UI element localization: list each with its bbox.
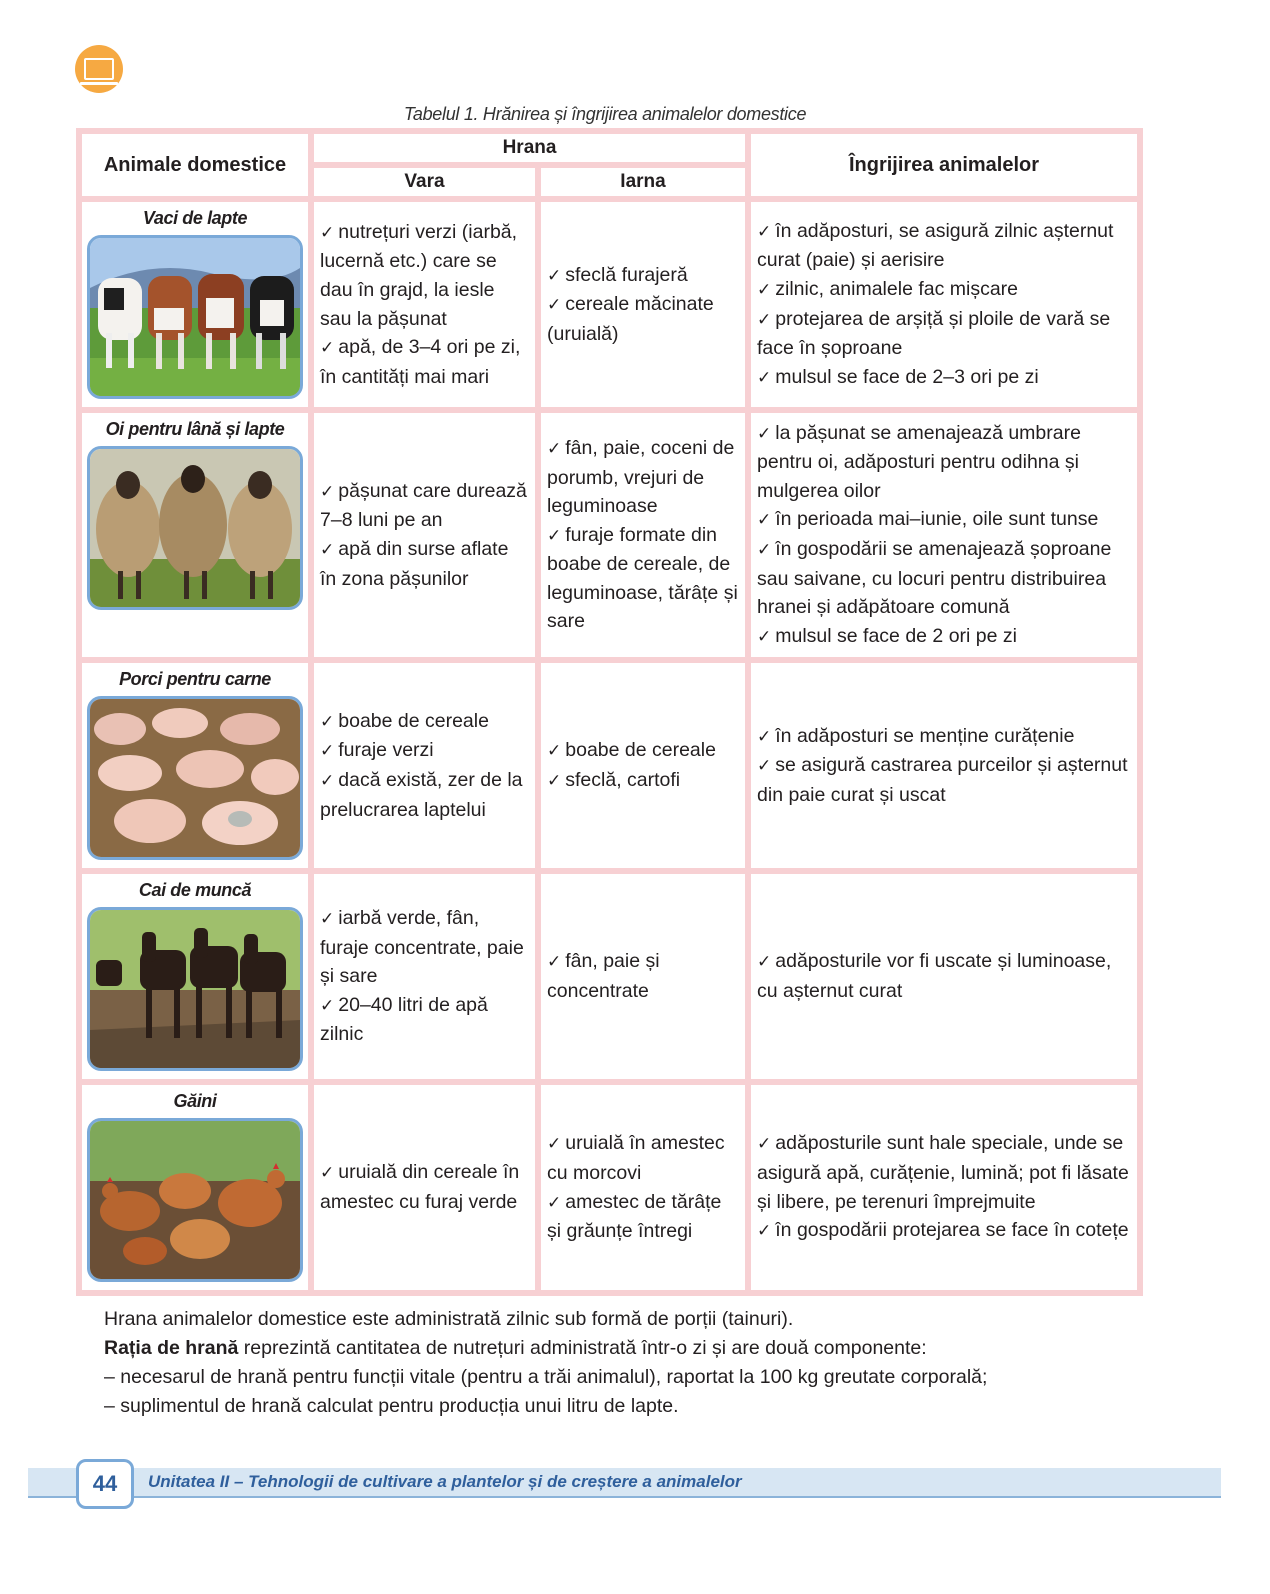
list-item: ✓ apă din surse aflate în zona pășunilor xyxy=(320,538,509,590)
check-icon: ✓ xyxy=(757,1221,772,1242)
check-icon: ✓ xyxy=(757,540,772,560)
winter-cell xyxy=(541,413,745,657)
care-cell xyxy=(751,202,1137,407)
animal-name: Cai de muncă xyxy=(138,880,252,900)
check-icon: ✓ xyxy=(757,309,772,330)
check-icon: ✓ xyxy=(547,770,562,791)
check-icon: ✓ xyxy=(547,525,562,546)
ration-term: Rația de hrană xyxy=(104,1337,239,1359)
list-item: ✓ fân, paie, coceni de porumb, vrejuri de leguminoase xyxy=(547,436,735,518)
list-item: ✓ amestec de tărâțe și grăunțe întregi xyxy=(547,1190,722,1243)
check-icon: ✓ xyxy=(757,726,772,747)
care-cell xyxy=(751,1085,1137,1290)
list-item: ✓ uruială din cereale în amestec cu furaj verde xyxy=(320,1161,520,1213)
summer-cell xyxy=(314,874,535,1079)
check-icon: ✓ xyxy=(757,510,772,531)
list-item: ✓ la pășunat se amenajează umbrare pentru oi, adăposturi pentru odihna și mulgerea oilor xyxy=(757,421,1081,502)
winter-cell xyxy=(541,874,745,1079)
list-item: ✓ 20–40 litri de apă zilnic xyxy=(320,993,488,1046)
body-line: – necesarul de hrană pentru funcții vitale (pentru a trăi animalul), raportat la 100 kg greutate corporală; xyxy=(104,1366,988,1388)
list-item: ✓ sfeclă, cartofi xyxy=(547,768,681,791)
sheep-photo xyxy=(87,446,303,610)
list-item: ✓ pășunat care durează 7–8 luni pe an xyxy=(320,479,527,532)
list-item: ✓ sfeclă furajeră xyxy=(547,263,688,286)
check-icon: ✓ xyxy=(320,741,335,762)
care-cell xyxy=(751,413,1137,657)
list-item: ✓ în adăposturi se menține curățenie xyxy=(757,724,1075,747)
summer-cell xyxy=(314,1085,535,1290)
header-care: Îngrijirea animalelor xyxy=(751,134,1137,196)
winter-cell xyxy=(541,1085,745,1290)
check-icon: ✓ xyxy=(547,1134,562,1155)
winter-cell xyxy=(541,202,745,407)
pigs-photo xyxy=(87,696,303,860)
table-row-pigs xyxy=(82,663,1137,868)
check-icon: ✓ xyxy=(757,952,772,973)
cows-photo xyxy=(87,235,303,399)
footer-unit-title: Unitatea II – Tehnologii de cultivare a plantelor și de creștere a animalelor xyxy=(148,1472,742,1491)
check-icon: ✓ xyxy=(547,1192,562,1213)
list-item: ✓ furaje verzi xyxy=(320,739,434,762)
body-line: – suplimentul de hrană calculat pentru producția unui litru de lapte. xyxy=(104,1395,679,1417)
list-item: ✓ în perioada mai–iunie, oile sunt tunse xyxy=(757,508,1099,531)
animal-name: Oi pentru lână și lapte xyxy=(105,419,285,439)
check-icon: ✓ xyxy=(757,221,772,242)
check-icon: ✓ xyxy=(547,952,562,973)
body-line: Hrana animalelor domestice este administrată zilnic sub formă de porții (tainuri). xyxy=(104,1308,794,1330)
list-item: ✓ adăposturile sunt hale speciale, unde se asigură apă, curățenie, lumină; pot fi lăsate și libere, pe terenuri împrejmuite xyxy=(757,1132,1129,1213)
horses-photo xyxy=(87,907,303,1071)
list-item: ✓ apă, de 3–4 ori pe zi, în cantități mai mari xyxy=(320,336,521,388)
body-paragraph xyxy=(104,1305,1184,1421)
list-item: ✓ se asigură castrarea purceilor și așternut din paie curat și uscat xyxy=(757,754,1128,806)
computer-icon xyxy=(75,45,123,93)
header-summer: Vara xyxy=(314,168,535,196)
check-icon: ✓ xyxy=(320,222,335,243)
summer-cell xyxy=(314,202,535,407)
check-icon: ✓ xyxy=(320,771,335,791)
body-line: Rația de hrană reprezintă cantitatea de nutrețuri administrată într-o zi și are două componente: xyxy=(104,1337,927,1359)
list-item: ✓ zilnic, animalele fac mișcare xyxy=(757,277,1019,300)
list-item: ✓ boabe de cereale xyxy=(547,738,716,761)
check-icon: ✓ xyxy=(547,438,562,459)
list-item: ✓ mulsul se face de 2–3 ori pe zi xyxy=(757,365,1039,388)
check-icon: ✓ xyxy=(757,279,772,300)
header-winter: Iarna xyxy=(541,168,745,196)
check-icon: ✓ xyxy=(320,909,335,930)
care-cell xyxy=(751,874,1137,1079)
header-animals: Animale domestice xyxy=(82,134,308,196)
list-item: ✓ cereale măcinate (uruială) xyxy=(547,293,714,345)
list-item: ✓ furaje formate din boabe de cereale, de leguminoase, tărâțe și sare xyxy=(547,523,738,633)
winter-cell xyxy=(541,663,745,868)
list-item: ✓ fân, paie și concentrate xyxy=(547,950,660,1002)
summer-cell xyxy=(314,663,535,868)
check-icon: ✓ xyxy=(757,423,772,444)
check-icon: ✓ xyxy=(320,1163,335,1184)
list-item: ✓ în gospodării protejarea se face în cotețe xyxy=(757,1219,1129,1242)
animal-care-table xyxy=(76,128,1143,1296)
list-item: ✓ în gospodării se amenajează șoproane sau saivane, cu locuri pentru distribuirea hranei și adăpătoare comună xyxy=(757,538,1112,619)
table-row-cows xyxy=(82,202,1137,407)
summer-cell xyxy=(314,413,535,657)
list-item: ✓ în adăposturi, se asigură zilnic așternut curat (paie) și aerisire xyxy=(757,219,1114,272)
check-icon: ✓ xyxy=(547,740,562,761)
check-icon: ✓ xyxy=(547,295,562,316)
list-item: ✓ uruială în amestec cu morcovi xyxy=(547,1132,725,1184)
animal-name: Găini xyxy=(173,1091,217,1111)
list-item: ✓ mulsul se face de 2 ori pe zi xyxy=(757,624,1017,647)
table-row-horses xyxy=(82,874,1137,1079)
list-item: ✓ iarbă verde, fân, furaje concentrate, paie și sare xyxy=(320,907,524,988)
list-item: ✓ boabe de cereale xyxy=(320,709,489,732)
check-icon: ✓ xyxy=(757,1134,772,1155)
check-icon: ✓ xyxy=(320,540,335,560)
list-item: ✓ adăposturile vor fi uscate și luminoase, cu așternut curat xyxy=(757,950,1112,1002)
table-caption: Tabelul 1. Hrănirea și îngrijirea animalelor domestice xyxy=(403,104,807,124)
list-item: ✓ nutrețuri verzi (iarbă, lucernă etc.) care se dau în grajd, la iesle sau la pășunat xyxy=(320,220,518,330)
check-icon: ✓ xyxy=(757,756,772,777)
page-number: 44 xyxy=(76,1459,134,1509)
check-icon: ✓ xyxy=(320,481,335,502)
table-row-sheep xyxy=(82,413,1137,657)
animal-name: Vaci de lapte xyxy=(142,208,248,228)
animal-name: Porci pentru carne xyxy=(119,669,271,689)
list-item: ✓ protejarea de arșiță și ploile de vară se face în șoproane xyxy=(757,307,1111,360)
check-icon: ✓ xyxy=(757,626,772,647)
care-cell xyxy=(751,663,1137,868)
check-icon: ✓ xyxy=(320,995,335,1016)
list-item: ✓ dacă există, zer de la prelucrarea laptelui xyxy=(320,769,523,821)
check-icon: ✓ xyxy=(547,265,562,286)
check-icon: ✓ xyxy=(320,711,335,732)
header-food: Hrana xyxy=(314,134,745,162)
check-icon: ✓ xyxy=(757,367,772,388)
check-icon: ✓ xyxy=(320,338,335,359)
hens-photo xyxy=(87,1118,303,1282)
table-row-hens xyxy=(82,1085,1137,1290)
